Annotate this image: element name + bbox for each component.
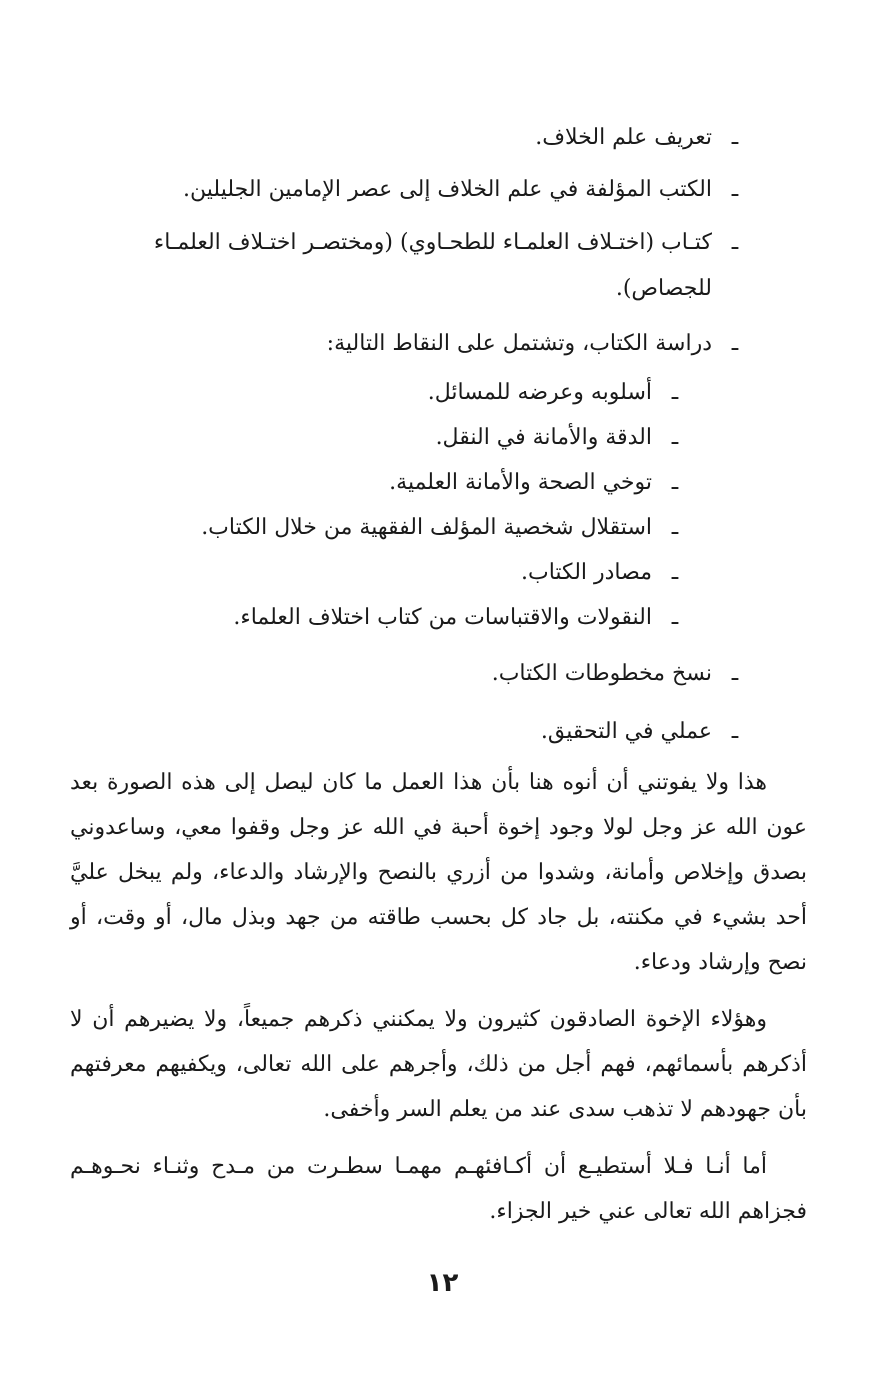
dash-bullet: ـ	[731, 125, 739, 150]
sub-list-item-text: النقولات والاقتباسات من كتاب اختلاف العلماء.	[233, 605, 652, 630]
dash-bullet: ـ	[731, 177, 739, 202]
list-item	[70, 648, 750, 700]
sub-list-item-text: أسلوبه وعرضه للمسائل.	[427, 380, 652, 405]
list-item-text: عملي في التحقيق.	[540, 719, 712, 744]
sub-list-item	[70, 505, 690, 550]
dash-bullet: ـ	[671, 605, 679, 630]
dash-bullet: ـ	[731, 719, 739, 744]
dash-bullet: ـ	[671, 470, 679, 495]
dash-bullet: ـ	[671, 560, 679, 585]
dash-bullet: ـ	[671, 380, 679, 405]
sub-list-item	[70, 370, 690, 415]
list-item-text: الكتب المؤلفة في علم الخلاف إلى عصر الإمامين الجليلين.	[183, 177, 712, 202]
list-item-text: دراسة الكتاب، وتشتمل على النقاط التالية:	[326, 331, 712, 356]
list-item-text: تعريف علم الخلاف.	[535, 125, 712, 150]
dash-bullet: ـ	[731, 661, 739, 686]
page-number: ١٢	[426, 1268, 459, 1298]
dash-bullet: ـ	[731, 331, 739, 356]
body-text	[70, 760, 807, 1246]
sub-list-item-text: مصادر الكتاب.	[521, 560, 652, 585]
list-item	[70, 318, 750, 370]
paragraph: هذا ولا يفوتني أن أنوه هنا بأن هذا العمل ما كان ليصل إلى هذه الصورة بعد عون الله عز وجل لولا وجود إخوة أحبة في الله عز وجل وقفوا معي، وساعدوني بصدق وإخلاص وأمانة، وشدوا من أزري بالنصح والإرشاد والدعاء، ولم يبخل عليَّ أحد بشيء في مكنته، بل جاد كل بحسب طاقته من جهد وبذل مال، أو وقت، أو نصح وإرشاد ودعاء.	[70, 770, 807, 975]
list-item	[70, 112, 750, 164]
sub-list-item	[70, 460, 690, 505]
list-item	[70, 220, 750, 312]
dash-bullet: ـ	[671, 515, 679, 540]
list-item-text: نسخ مخطوطات الكتاب.	[491, 661, 712, 686]
sub-list	[70, 370, 690, 640]
list-item	[70, 706, 750, 758]
dash-bullet: ـ	[731, 230, 739, 255]
sub-list-item	[70, 595, 690, 640]
sub-list-item-text: الدقة والأمانة في النقل.	[435, 425, 652, 450]
list-item-text: كتـاب (اختـلاف العلمـاء للطحـاوي) (ومختصـر اختـلاف العلمـاء للجصاص).	[153, 230, 712, 301]
sub-list-item	[70, 550, 690, 595]
contents-list	[70, 112, 750, 758]
paragraph: وهؤلاء الإخوة الصادقون كثيرون ولا يمكنني ذكرهم جميعاً، ولا يضيرهم أن لا أذكرهم بأسمائهم، فهم أجل من ذلك، وأجرهم على الله تعالى، ويكفيهم معرفتهم بأن جهودهم لا تذهب سدى عند من يعلم السر وأخفى.	[70, 1007, 807, 1122]
sub-list-item-text: توخي الصحة والأمانة العلمية.	[389, 470, 652, 495]
sub-list-item-text: استقلال شخصية المؤلف الفقهية من خلال الكتاب.	[201, 515, 652, 540]
list-item	[70, 164, 750, 216]
paragraph: أما أنـا فـلا أستطيـع أن أكـافئهـم مهمـا سطـرت من مـدح وثنـاء نحـوهـم فجزاهم الله تعالى عني خير الجزاء.	[70, 1154, 807, 1224]
sub-list-item	[70, 415, 690, 460]
dash-bullet: ـ	[671, 425, 679, 450]
